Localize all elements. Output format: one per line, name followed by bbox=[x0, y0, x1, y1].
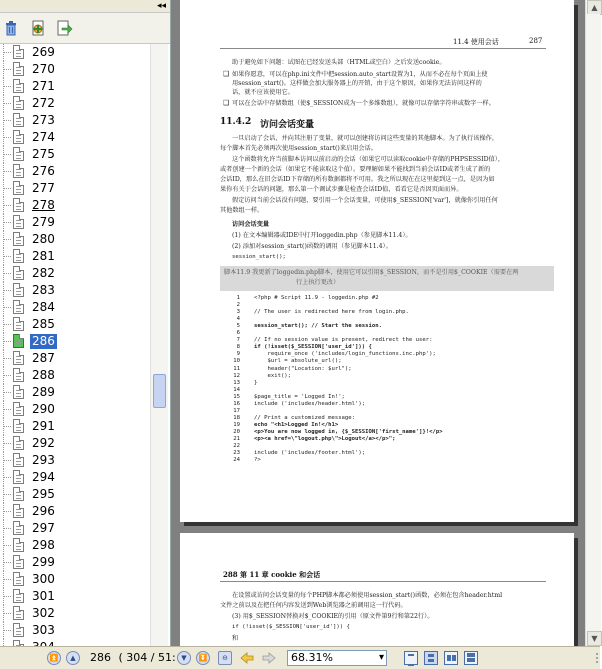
page-thumbnail-item[interactable] bbox=[0, 248, 150, 265]
page-number-label: 274 bbox=[32, 130, 55, 144]
page-icon bbox=[13, 113, 24, 127]
page-icon bbox=[13, 198, 24, 212]
page-icon bbox=[13, 45, 24, 59]
page-thumbnail-item[interactable] bbox=[0, 163, 150, 180]
code-line-number: 15 bbox=[233, 393, 240, 400]
code-line: <p><a href=\"logout.php\">Logout</a></p>"; bbox=[254, 436, 396, 442]
previous-page-icon[interactable]: ▲ bbox=[66, 651, 80, 665]
page-extract-icon[interactable] bbox=[56, 20, 72, 36]
zoom-value: 68.31% bbox=[291, 651, 333, 664]
code-line-number: 21 bbox=[233, 436, 240, 442]
continuous-facing-layout-icon[interactable] bbox=[464, 651, 478, 665]
step-2: (2) 添加对session_start()函数的调用（参见脚本11.4）。 bbox=[232, 243, 392, 250]
page-thumbnail-item[interactable] bbox=[0, 180, 150, 197]
page-thumbnail-item[interactable] bbox=[0, 299, 150, 316]
page-number-label: 298 bbox=[32, 538, 55, 552]
page-icon bbox=[13, 436, 24, 450]
page-thumbnail-item[interactable] bbox=[0, 622, 150, 639]
page-number-label: 277 bbox=[32, 181, 55, 195]
page-number-label: 290 bbox=[32, 402, 55, 416]
page-number-label: 284 bbox=[32, 300, 55, 314]
page-number-label: 285 bbox=[32, 317, 55, 331]
page-number-label: 287 bbox=[32, 351, 55, 365]
page-thumbnail-item[interactable] bbox=[0, 469, 150, 486]
page-thumbnail-item[interactable] bbox=[0, 435, 150, 452]
page-number-label: 281 bbox=[32, 249, 55, 263]
zoom-dropdown-icon[interactable]: ▾ bbox=[378, 652, 384, 663]
page-number-label: 295 bbox=[32, 487, 55, 501]
page-number-label: 301 bbox=[32, 589, 55, 603]
page-icon bbox=[13, 453, 24, 467]
paragraph-line: 果你有关于会话的问题，那么第一个调试步骤是检查会话ID值，看看它是否因页面而异。 bbox=[220, 186, 463, 193]
panel-header bbox=[0, 0, 170, 13]
page-thumbnail-item[interactable] bbox=[0, 214, 150, 231]
forward-arrow-icon[interactable] bbox=[262, 652, 276, 664]
page-icon bbox=[13, 368, 24, 382]
page-thumbnail-item[interactable] bbox=[0, 95, 150, 112]
page-icon bbox=[13, 470, 24, 484]
page-count: ( 304 / 51: bbox=[118, 651, 176, 664]
code-line: session_start(); // Start the session. bbox=[254, 323, 382, 330]
page-number-label: 272 bbox=[32, 96, 55, 110]
page-number-label: 273 bbox=[32, 113, 55, 127]
step-1: (1) 在文本编辑器或IDE中打开loggedin.php（参见脚本11.4）。 bbox=[232, 232, 412, 239]
page-thumbnail-item[interactable] bbox=[0, 554, 150, 571]
page-icon bbox=[13, 385, 24, 399]
page-number-label: 279 bbox=[32, 215, 55, 229]
page-icon bbox=[13, 487, 24, 501]
panel-scrollbar[interactable] bbox=[150, 44, 168, 646]
document-page-287 bbox=[180, 0, 574, 522]
code-line: include ('includes/footer.html'); bbox=[254, 450, 366, 457]
page-icon bbox=[13, 147, 24, 161]
page-thumbnail-item[interactable] bbox=[0, 129, 150, 146]
page-number-label: 300 bbox=[32, 572, 55, 586]
page-thumbnail-item[interactable] bbox=[0, 231, 150, 248]
page-number-label: 269 bbox=[32, 45, 55, 59]
code-line-number: 24 bbox=[233, 457, 240, 464]
script-caption: 脚本11.9 我更新了loggedin.php脚本，使用它可以引用$_SESSION，而不是引用$_COOKIE（需要在两 bbox=[224, 269, 519, 276]
page-icon bbox=[13, 334, 24, 348]
code-line: require_once ('includes/login_functions.inc.php'); bbox=[254, 351, 436, 358]
page-thumbnail-item[interactable] bbox=[0, 146, 150, 163]
page-number-label: 303 bbox=[32, 623, 55, 637]
page-thumbnail-item[interactable] bbox=[0, 112, 150, 129]
first-page-icon[interactable]: ⏫ bbox=[47, 651, 61, 665]
page-icon bbox=[13, 232, 24, 246]
text-line: 如果你愿意，可以在php.ini文件中把session.auto_start设置为1，从而不必在每个页面上使 bbox=[232, 71, 488, 78]
page-icon bbox=[13, 215, 24, 229]
code-line: include ('includes/header.html'); bbox=[254, 400, 366, 407]
page-thumbnail-item[interactable] bbox=[0, 333, 150, 350]
navigation-bar bbox=[0, 646, 600, 669]
paragraph-line: 一旦启动了会话，并向其注册了变量，就可以创建将访问这些变量的其他脚本。为了执行该操作， bbox=[232, 135, 499, 142]
code-line: // Print a customized message: bbox=[254, 414, 356, 421]
zoom-field[interactable] bbox=[287, 650, 387, 666]
text-line: 用session_start()。这样做会加大服务器上的开销，由于这个原因，如果你无法访问这样的 bbox=[232, 80, 482, 87]
script-caption: 行上执行更改） bbox=[296, 279, 340, 286]
paragraph-line: 其他数组一样。 bbox=[220, 207, 264, 214]
code-line-number: 20 bbox=[233, 428, 240, 435]
code-line: $page_title = 'Logged In!'; bbox=[254, 393, 345, 400]
continuous-layout-icon[interactable] bbox=[424, 651, 438, 665]
page-thumbnail-item[interactable] bbox=[0, 350, 150, 367]
code-line-number: 2 bbox=[236, 302, 240, 309]
page-icon bbox=[13, 504, 24, 518]
paragraph-line: 会话ID，那么在旧会话ID下存储的所有数据都将不可用。我之所以现在在这里提到这一点，是因为如 bbox=[220, 176, 495, 183]
script-caption-band bbox=[220, 266, 554, 291]
code-line-number: 22 bbox=[233, 443, 240, 450]
page-thumbnail-item[interactable] bbox=[0, 78, 150, 95]
page-thumbnail-item[interactable] bbox=[0, 401, 150, 418]
page-thumbnail-item[interactable] bbox=[0, 486, 150, 503]
code-line: $url = absolute_url(); bbox=[254, 358, 342, 365]
page-number-label: 296 bbox=[32, 504, 55, 518]
page-icon bbox=[13, 623, 24, 637]
page-number-label: 299 bbox=[32, 555, 55, 569]
scroll-down-icon[interactable]: ▼ bbox=[587, 631, 602, 646]
code-line-number: 23 bbox=[233, 450, 240, 457]
page-thumbnail-item[interactable] bbox=[0, 265, 150, 282]
code-line: header("Location: $url"); bbox=[254, 365, 352, 372]
page-number-label: 291 bbox=[32, 419, 55, 433]
scroll-up-icon[interactable]: ▲ bbox=[587, 0, 602, 15]
page-icon bbox=[13, 266, 24, 280]
page-icon bbox=[13, 130, 24, 144]
code-line: ?> bbox=[254, 457, 261, 464]
page-options-icon[interactable] bbox=[30, 20, 46, 36]
section-title: 访问会话变量 bbox=[260, 120, 315, 130]
page-icon bbox=[13, 96, 24, 110]
text-line: 文件之前以及在把任何内容发送到Web浏览器之前调用这一行代码。 bbox=[220, 602, 407, 609]
page-icon bbox=[13, 572, 24, 586]
code-line: if (!isset($_SESSION['user_id'])) { bbox=[254, 344, 372, 351]
page-thumbnail-item[interactable] bbox=[0, 520, 150, 537]
page-thumbnail-item[interactable] bbox=[0, 197, 150, 214]
page-number-label: 271 bbox=[32, 79, 55, 93]
code-line-number: 17 bbox=[233, 407, 240, 414]
running-header: 11.4 使用会话 bbox=[453, 38, 499, 46]
page-number-label: 286 bbox=[32, 334, 55, 348]
page-thumbnail-item[interactable] bbox=[0, 418, 150, 435]
section-number: 11.4.2 bbox=[220, 117, 252, 127]
page-number-label: 280 bbox=[32, 232, 55, 246]
page-thumbnail-item[interactable] bbox=[0, 44, 150, 61]
page-icon bbox=[13, 283, 24, 297]
page-thumbnail-item[interactable] bbox=[0, 316, 150, 333]
code-line-number: 11 bbox=[233, 365, 240, 372]
page-thumbnail-item[interactable] bbox=[0, 452, 150, 469]
code-line: <p>You are now logged in, {$_SESSION['first_name']}!</p> bbox=[254, 428, 443, 435]
text-line: 话，就不应该使用它。 bbox=[232, 89, 294, 96]
page-icon bbox=[13, 538, 24, 552]
page-number-label: 270 bbox=[32, 62, 55, 76]
page-icon bbox=[13, 402, 24, 416]
page-number-label: 297 bbox=[32, 521, 55, 535]
page-thumbnail-item[interactable] bbox=[0, 537, 150, 554]
page-icon bbox=[13, 181, 24, 195]
panel-toolbar bbox=[0, 13, 170, 44]
page-number-label: 288 bbox=[32, 368, 55, 382]
document-scroll-track[interactable] bbox=[587, 14, 600, 614]
pages-panel bbox=[0, 0, 171, 646]
code-line-number: 14 bbox=[233, 386, 240, 393]
code-line-number: 13 bbox=[233, 379, 240, 386]
checkbox-bullet: ❑ bbox=[223, 99, 230, 107]
code-line-number: 19 bbox=[233, 421, 240, 428]
code-line-number: 18 bbox=[233, 414, 240, 421]
page-icon bbox=[13, 62, 24, 76]
code-line: // The user is redirected here from login.php. bbox=[254, 309, 409, 316]
code-line: // If no session value is present, redirect the user: bbox=[254, 337, 433, 344]
page-thumbnail-item[interactable] bbox=[0, 588, 150, 605]
page-thumbnail-list bbox=[0, 44, 150, 646]
text-line: 在设置或访问会话变量的每个PHP脚本都必须使用session_start()函数，必须在包含header.html bbox=[232, 592, 503, 599]
page-thumbnail-item[interactable] bbox=[0, 571, 150, 588]
code-line-number: 9 bbox=[236, 351, 240, 358]
current-page-field[interactable]: 286 bbox=[90, 651, 111, 664]
document-scrollbar[interactable] bbox=[585, 0, 601, 646]
page-number-label: 289 bbox=[32, 385, 55, 399]
panel-scroll-thumb[interactable] bbox=[153, 374, 166, 408]
page-thumbnail-item[interactable] bbox=[0, 61, 150, 78]
text-line: 可以在会话中存储数组（使$_SESSION成为一个多维数组），就像可以存储字符串或数字一样。 bbox=[232, 100, 495, 107]
header-rule bbox=[220, 581, 546, 582]
page-number-label: 302 bbox=[32, 606, 55, 620]
code-line-number: 12 bbox=[233, 372, 240, 379]
running-header: 288 第 11 章 cookie 和会话 bbox=[223, 570, 321, 579]
code-line-number: 4 bbox=[236, 316, 240, 323]
page-thumbnail-item[interactable] bbox=[0, 282, 150, 299]
document-page-288 bbox=[180, 533, 574, 653]
code-line: echo "<h1>Logged In!</h1> bbox=[254, 421, 339, 428]
single-page-layout-icon[interactable] bbox=[404, 651, 418, 665]
back-arrow-icon[interactable] bbox=[240, 652, 254, 664]
code-line: exit(); bbox=[254, 372, 292, 379]
page-indicator bbox=[90, 650, 190, 666]
text-line: 和 bbox=[232, 635, 239, 642]
page-icon bbox=[13, 79, 24, 93]
page-number-label: 276 bbox=[32, 164, 55, 178]
page-number-label: 278 bbox=[32, 198, 55, 212]
page-icon bbox=[13, 555, 24, 569]
page-icon bbox=[13, 606, 24, 620]
code-snippet: if (!isset($_SESSION['user_id'])) { bbox=[232, 624, 350, 630]
resize-grip-icon[interactable] bbox=[588, 653, 598, 663]
collapse-panel-icon[interactable]: ◂◂ bbox=[156, 1, 166, 11]
code-line-number: 8 bbox=[236, 344, 240, 351]
page-icon bbox=[13, 249, 24, 263]
header-rule bbox=[220, 48, 546, 49]
last-page-icon[interactable]: ⏬ bbox=[196, 651, 210, 665]
code-line-number: 10 bbox=[233, 358, 240, 365]
code-line-number: 16 bbox=[233, 400, 240, 407]
page-icon bbox=[13, 589, 24, 603]
page-icon bbox=[13, 164, 24, 178]
paragraph-line: 这个函数将允许当前脚本访问以前启动的会话（如果它可以读取cookie中存储的PHPSESSID值）， bbox=[232, 156, 505, 163]
document-viewer[interactable] bbox=[171, 0, 585, 646]
page-number-label: 294 bbox=[32, 470, 55, 484]
paragraph-line: 假定访问当前会话没有问题，要引用一个会话变量，可使用$_SESSION['var']，就像你引用任何 bbox=[232, 197, 498, 204]
page-number: 287 bbox=[529, 37, 543, 45]
page-number-label: 293 bbox=[32, 453, 55, 467]
page-thumbnail-item[interactable] bbox=[0, 384, 150, 401]
code-line-number: 6 bbox=[236, 330, 240, 337]
page-icon bbox=[13, 300, 24, 314]
paragraph-line: 每个脚本首先必须再次使用session_start()来启用会话。 bbox=[220, 145, 377, 152]
steps-title: 访问会话变量 bbox=[232, 221, 270, 228]
code-snippet: session_start(); bbox=[232, 254, 286, 260]
page-thumbnail-item[interactable] bbox=[0, 367, 150, 384]
page-number-label: 275 bbox=[32, 147, 55, 161]
code-line-number: 7 bbox=[236, 337, 240, 344]
page-number-label: 292 bbox=[32, 436, 55, 450]
paragraph-line: 或者创建一个新的会话（如果它不能读取这个值）。要理解如果不能找到当前会话ID或者生成了新的 bbox=[220, 166, 491, 173]
trash-icon[interactable] bbox=[3, 20, 19, 36]
page-thumbnail-item[interactable] bbox=[0, 503, 150, 520]
code-line-number: 1 bbox=[236, 295, 240, 301]
page-number-label: 282 bbox=[32, 266, 55, 280]
zoom-out-icon[interactable]: ⊖ bbox=[218, 651, 232, 665]
code-line: <?php # Script 11.9 - loggedin.php #2 bbox=[254, 295, 379, 301]
checkbox-bullet: ❑ bbox=[223, 70, 230, 78]
next-page-icon[interactable]: ▼ bbox=[177, 651, 191, 665]
text-line: (3) 用$_SESSION替换对$_COOKIE的引用（原文件第9行和第22行）。 bbox=[232, 613, 434, 620]
code-listing bbox=[220, 295, 554, 470]
page-number-label: 283 bbox=[32, 283, 55, 297]
code-line: } bbox=[254, 379, 258, 386]
facing-layout-icon[interactable] bbox=[444, 651, 458, 665]
page-thumbnail-item[interactable] bbox=[0, 605, 150, 622]
code-line-number: 5 bbox=[236, 323, 240, 330]
code-line-number: 3 bbox=[236, 309, 240, 316]
page-icon bbox=[13, 351, 24, 365]
page-icon bbox=[13, 419, 24, 433]
page-icon bbox=[13, 521, 24, 535]
page-icon bbox=[13, 317, 24, 331]
text-line: 助于避免如下问题：试图在已经发送头部（HTML或空白）之后发送cookie。 bbox=[232, 59, 446, 66]
